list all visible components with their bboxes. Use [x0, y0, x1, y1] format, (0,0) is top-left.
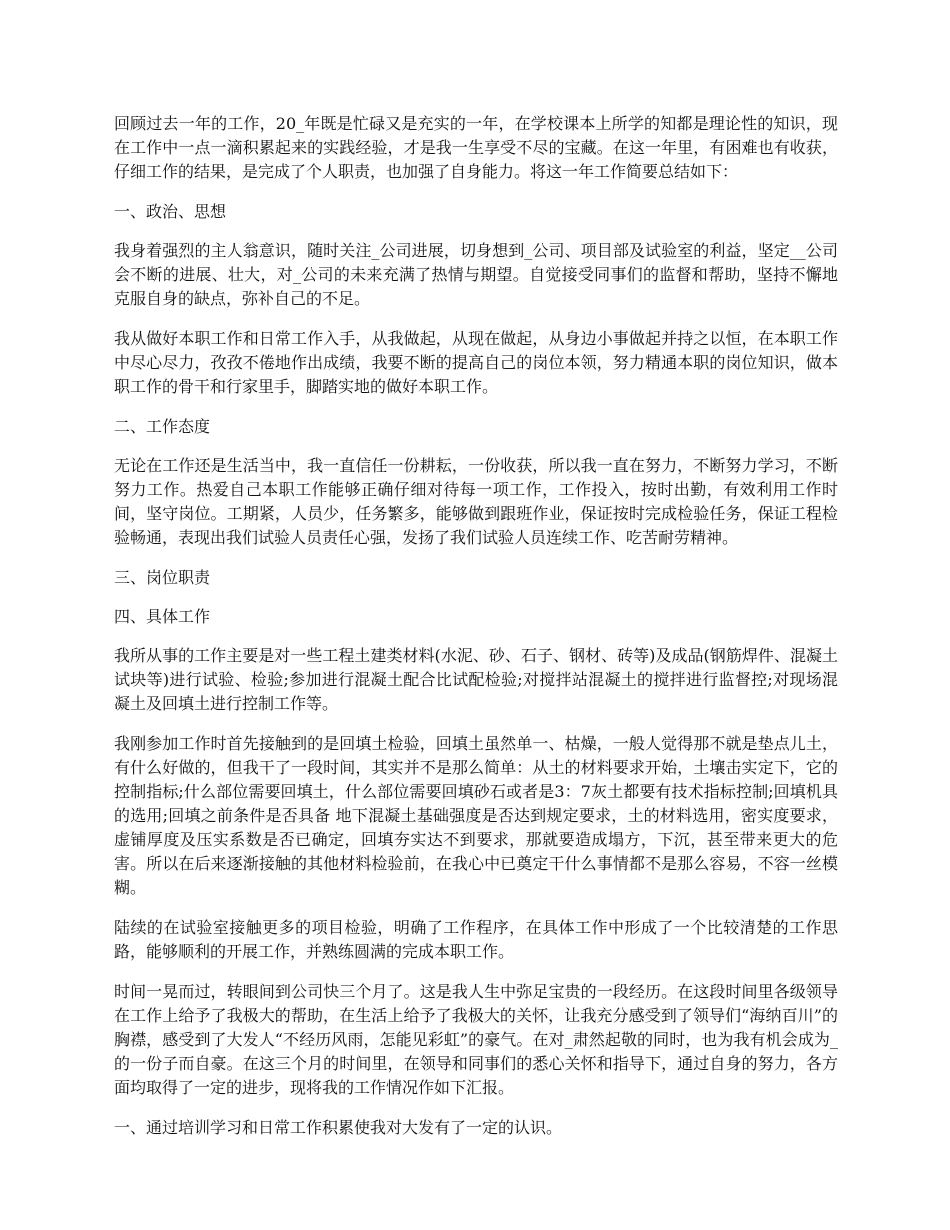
section-heading-specific-work: 四、具体工作	[114, 607, 211, 626]
section-heading-attitude: 二、工作态度	[114, 417, 211, 436]
paragraph-ownership: 我身着强烈的主人翁意识，随时关注_公司进展，切身想到_公司、项目部及试验室的利益，坚定__公司会不断的进展、壮大，对_公司的未来充满了热情与期望。自觉接受同事们的监督和帮助，坚持不懈地克服自身的缺点，弥补自己的不足。	[114, 241, 838, 308]
document-body	[114, 112, 838, 1155]
intro-paragraph: 回顾过去一年的工作，20_年既是忙碌又是充实的一年，在学校课本上所学的知都是理论性的知识，现在工作中一点一滴积累起来的实践经验，才是我一生享受不尽的宝藏。在这一年里，有困难也有收获，仔细工作的结果，是完成了个人职责，也加强了自身能力。将这一年工作简要总结如下：	[114, 114, 838, 181]
section-heading-training: 一、通过培训学习和日常工作积累使我对大发有了一定的认识。	[114, 1118, 563, 1137]
paragraph-materials: 我所从事的工作主要是对一些工程土建类材料(水泥、砂、石子、钢材、砖等)及成品(钢筋焊件、混凝土试块等)进行试验、检验;参加进行混凝土配合比试配检验;对搅拌站混凝土的搅拌进行监督控;对现场混凝土及回填土进行控制工作等。	[114, 646, 838, 713]
paragraph-duties: 我从做好本职工作和日常工作入手，从我做起，从现在做起，从身边小事做起并持之以恒，在本职工作中尽心尽力，孜孜不倦地作出成绩，我要不断的提高自己的岗位本领，努力精通本职的岗位知识，做本职工作的骨干和行家里手，脚踏实地的做好本职工作。	[114, 329, 838, 396]
paragraph-attitude: 无论在工作还是生活当中，我一直信任一份耕耘，一份收获，所以我一直在努力，不断努力学习，不断努力工作。热爱自己本职工作能够正确仔细对待每一项工作，工作投入，按时出勤，有效利用工作时间，坚守岗位。工期紧，人员少，任务繁多，能够做到跟班作业，保证按时完成检验任务，保证工程检验畅通，表现出我们试验人员责任心强，发扬了我们试验人员连续工作、吃苦耐劳精神。	[114, 456, 838, 547]
section-heading-responsibility: 三、岗位职责	[114, 568, 211, 587]
paragraph-lab-work: 陆续的在试验室接触更多的项目检验，明确了工作程序，在具体工作中形成了一个比较清楚的工作思路，能够顺利的开展工作，并熟练圆满的完成本职工作。	[114, 918, 838, 961]
paragraph-three-months: 时间一晃而过，转眼间到公司快三个月了。这是我人生中弥足宝贵的一段经历。在这段时间里各级领导在工作上给予了我极大的帮助，在生活上给予了我极大的关怀，让我充分感受到了领导们“海纳百川”的胸襟，感受到了大发人“不经历风雨，怎能见彩虹”的豪气。在对_肃然起敬的同时，也为我有机会成为_的一份子而自豪。在这三个月的时间里，在领导和同事们的悉心关怀和指导下，通过自身的努力，各方面均取得了一定的进步，现将我的工作情况作如下汇报。	[114, 982, 838, 1097]
paragraph-backfill: 我刚参加工作时首先接触到的是回填土检验，回填土虽然单一、枯燥，一般人觉得那不就是垫点儿土，有什么好做的，但我干了一段时间，其实并不是那么简单：从土的材料要求开始，土壤击实定下，它的控制指标;什么部位需要回填土，什么部位需要回填砂石或者是3：7灰土都要有技术指标控制;回填机具的选用;回填之前条件是否具备 地下混凝土基础强度是否达到规定要求，土的材料选用，密实度要求，虚铺厚度及压实系数是否已确定，回填夯实达不到要求，那就要造成塌方，下沉，甚至带来更大的危害。所以在后来逐渐接触的其他材料检验前，在我心中已奠定干什么事情都不是那么容易，不容一丝模糊。	[114, 734, 838, 897]
section-heading-politics: 一、政治、思想	[114, 202, 227, 221]
